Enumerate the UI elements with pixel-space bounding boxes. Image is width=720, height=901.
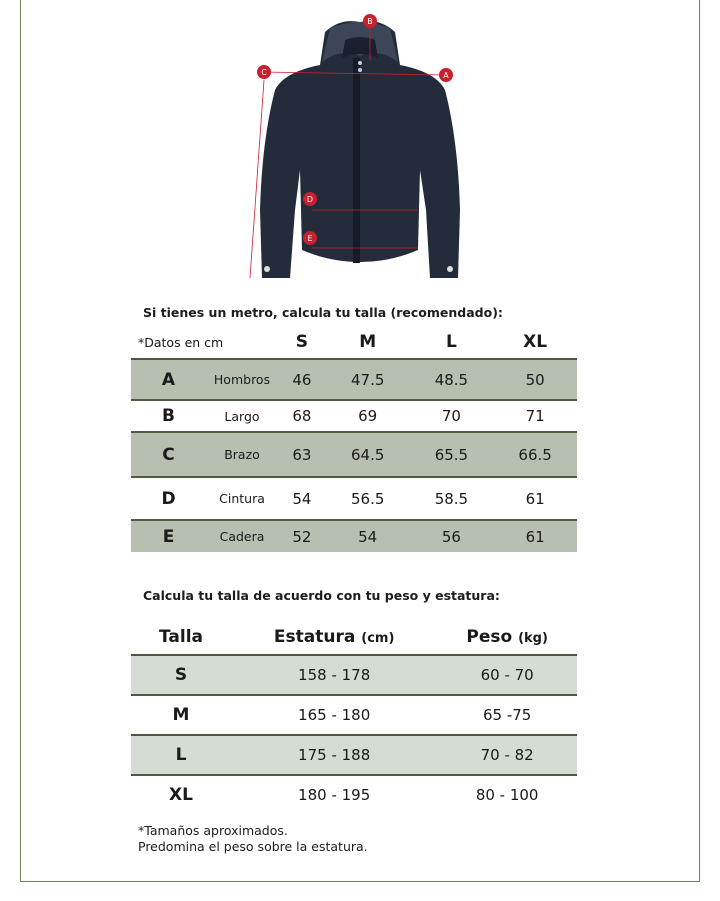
row-letter: B (131, 400, 206, 432)
size-label: S (131, 655, 231, 695)
weight-range: 65 -75 (437, 695, 577, 735)
size-label: M (131, 695, 231, 735)
cell-value: 61 (493, 477, 577, 520)
row-label: Hombros (206, 359, 278, 400)
svg-text:C: C (261, 68, 267, 77)
cell-value: 61 (493, 520, 577, 552)
cell-value: 50 (493, 359, 577, 400)
cell-value: 47.5 (326, 359, 410, 400)
size-col-xl: XL (523, 332, 548, 352)
table-row (131, 432, 577, 477)
marker-b (363, 14, 377, 28)
table-row (131, 400, 577, 432)
weight-range: 70 - 82 (437, 735, 577, 775)
cell-value: 64.5 (326, 432, 410, 477)
weight-range: 60 - 70 (437, 655, 577, 695)
size-table (131, 620, 577, 814)
cell-value: 56 (410, 520, 494, 552)
data-unit-note: *Datos en cm (138, 334, 224, 350)
size-heading: Calcula tu talla de acuerdo con tu peso y estatura: (143, 588, 500, 603)
size-label: L (131, 735, 231, 775)
table-row (131, 655, 577, 695)
svg-text:E: E (307, 234, 313, 243)
marker-c (257, 65, 271, 79)
row-label: Largo (206, 400, 278, 432)
col-estatura-unit: (cm) (361, 631, 395, 646)
size-col-l: L (445, 332, 457, 352)
size-label: XL (131, 775, 231, 814)
cell-value: 69 (326, 400, 410, 432)
marker-d (303, 192, 317, 206)
measure-heading: Si tienes un metro, calcula tu talla (recomendado): (143, 305, 503, 320)
height-range: 158 - 178 (231, 655, 437, 695)
table-row (131, 359, 577, 400)
cell-value: 48.5 (410, 359, 494, 400)
table-row (131, 477, 577, 520)
table-row (131, 520, 577, 552)
cell-value: 71 (493, 400, 577, 432)
svg-text:A: A (443, 71, 449, 80)
weight-range: 80 - 100 (437, 775, 577, 814)
marker-e (303, 231, 317, 245)
table-row (131, 775, 577, 814)
col-talla: Talla (158, 627, 203, 647)
measurement-header-row (131, 326, 577, 359)
cell-value: 65.5 (410, 432, 494, 477)
jacket-illustration (240, 10, 470, 285)
cell-value: 54 (278, 477, 326, 520)
cell-value: 70 (410, 400, 494, 432)
row-letter: D (131, 477, 206, 520)
cell-value: 58.5 (410, 477, 494, 520)
col-peso-unit: (kg) (518, 631, 548, 646)
table-row (131, 695, 577, 735)
cell-value: 52 (278, 520, 326, 552)
cell-value: 54 (326, 520, 410, 552)
size-col-s: S (295, 332, 309, 352)
cell-value: 46 (278, 359, 326, 400)
cell-value: 63 (278, 432, 326, 477)
col-estatura: Estatura (cm) (273, 627, 395, 647)
height-range: 175 - 188 (231, 735, 437, 775)
row-letter: A (131, 359, 206, 400)
cell-value: 56.5 (326, 477, 410, 520)
height-range: 165 - 180 (231, 695, 437, 735)
footnote-weight: Predomina el peso sobre la estatura. (138, 839, 368, 854)
row-label: Brazo (206, 432, 278, 477)
svg-text:D: D (306, 195, 314, 204)
row-letter: E (131, 520, 206, 552)
height-range: 180 - 195 (231, 775, 437, 814)
measurement-table (131, 326, 577, 552)
row-label: Cadera (206, 520, 278, 552)
footnote-approx: *Tamaños aproximados. (138, 823, 288, 838)
col-peso: Peso (kg) (466, 627, 548, 647)
row-letter: C (131, 432, 206, 477)
size-col-m: M (359, 332, 377, 352)
footnote (138, 823, 368, 855)
size-header-row (131, 620, 577, 655)
cell-value: 68 (278, 400, 326, 432)
cell-value: 66.5 (493, 432, 577, 477)
row-label: Cintura (206, 477, 278, 520)
table-row (131, 735, 577, 775)
svg-text:B: B (367, 17, 373, 26)
marker-a (439, 68, 453, 82)
